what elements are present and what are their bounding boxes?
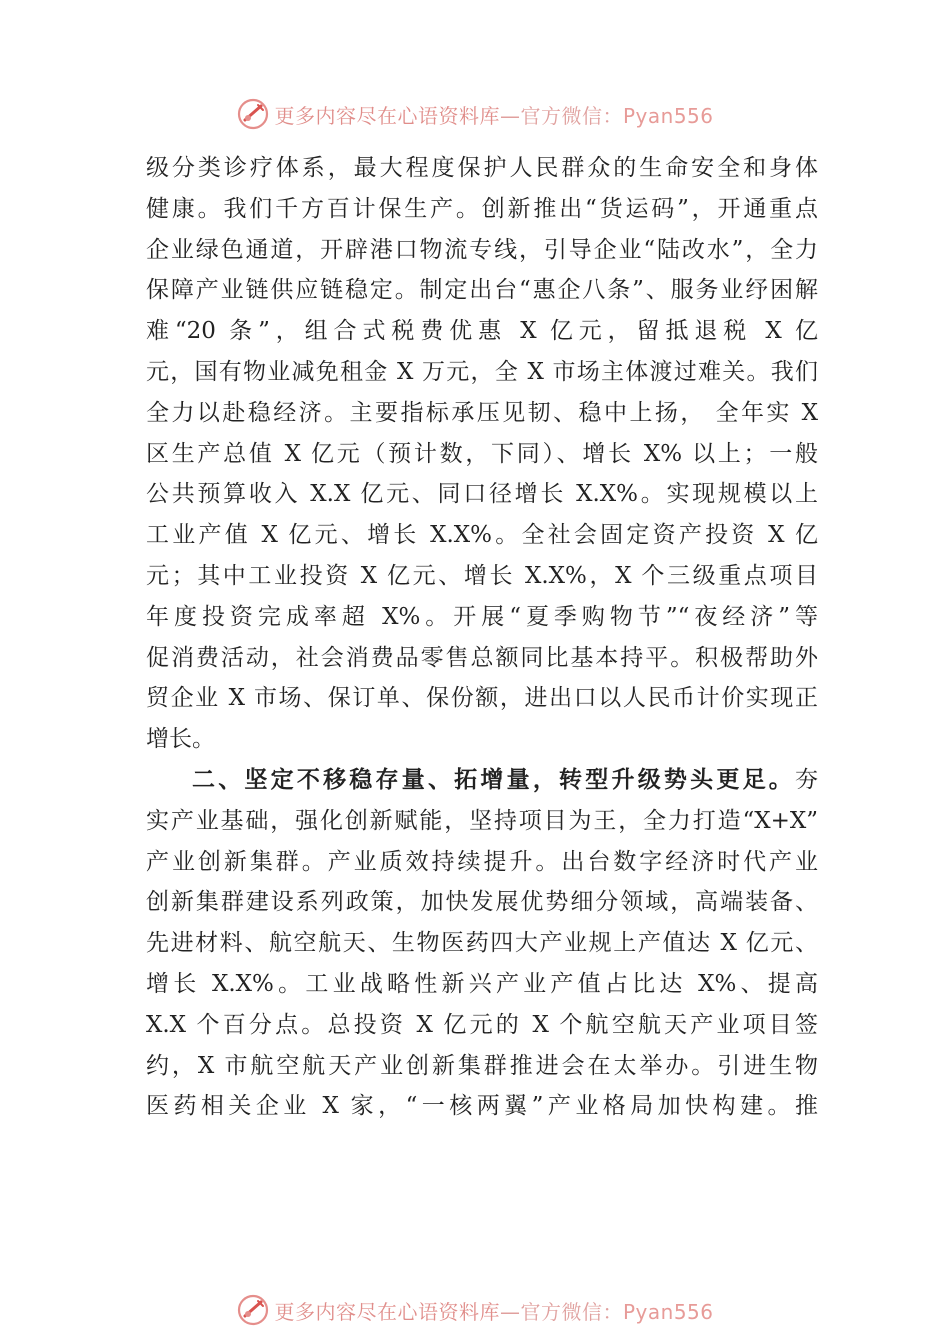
brand-logo-icon <box>236 97 270 131</box>
text-line-12: 年度投资完成率超 X%。开展“夏季购物节”“夜经济”等 <box>146 603 818 630</box>
text-line-15: 增长。 <box>146 726 215 753</box>
section-heading-line <box>146 760 818 801</box>
text-line-5: 难“20 条”，组合式税费优惠 X 亿元，留抵退税 X 亿 <box>146 318 818 345</box>
footer-wechat-handle: Pyan556 <box>622 1299 714 1324</box>
text-line-4: 保障产业链供应链稳定。制定出台“惠企八条”、服务业纾困解 <box>146 277 818 304</box>
text-line-7: 全力以赴稳经济。主要指标承压见韧、稳中上扬， 全年实 X <box>146 399 818 426</box>
text-line-11: 元；其中工业投资 X 亿元、增长 X.X%，X 个三级重点项目 <box>146 562 818 589</box>
footer-watermark <box>0 1290 950 1330</box>
text-line-13: 促消费活动，社会消费品零售总额同比基本持平。积极帮助外 <box>146 644 818 671</box>
header-wechat-handle: Pyan556 <box>622 103 714 128</box>
section-heading-continuation: 夯 <box>795 766 818 793</box>
text-line-22: X.X 个百分点。总投资 X 亿元的 X 个航空航天产业项目签 <box>146 1011 818 1038</box>
text-line-24: 医药相关企业 X 家，“一核两翼”产业格局加快构建。推 <box>146 1093 818 1120</box>
text-line-19: 创新集群建设系列政策，加快发展优势细分领域，高端装备、 <box>146 889 818 916</box>
text-line-14: 贸企业 X 市场、保订单、保份额，进出口以人民币计价实现正 <box>146 685 818 712</box>
text-line-17: 实产业基础，强化创新赋能，坚持项目为王，全力打造“X+X” <box>146 807 818 834</box>
footer-brand-text: 更多内容尽在心语资料库 <box>274 1299 500 1324</box>
header-brand-text: 更多内容尽在心语资料库 <box>274 103 500 128</box>
document-body <box>146 148 818 1127</box>
text-line-20: 先进材料、航空航天、生物医药四大产业规上产值达 X 亿元、 <box>146 930 818 957</box>
header-watermark <box>0 94 950 134</box>
text-line-18: 产业创新集群。产业质效持续提升。出台数字经济时代产业 <box>146 848 818 875</box>
text-line-1: 级分类诊疗体系，最大程度保护人民群众的生命安全和身体 <box>146 155 818 181</box>
footer-wechat-label: 官方微信： <box>520 1299 623 1324</box>
text-line-9: 公共预算收入 X.X 亿元、同口径增长 X.X%。实现规模以上 <box>146 481 818 508</box>
text-line-10: 工业产值 X 亿元、增长 X.X%。全社会固定资产投资 X 亿 <box>146 522 818 549</box>
brand-logo-icon <box>236 1293 270 1327</box>
text-line-2: 健康。我们千方百计保生产。创新推出“货运码”，开通重点 <box>146 195 818 222</box>
text-line-8: 区生产总值 X 亿元（预计数，下同）、增长 X% 以上；一般 <box>146 440 818 467</box>
text-line-3: 企业绿色通道，开辟港口物流专线，引导企业“陆改水”，全力 <box>146 236 818 263</box>
footer-separator: — <box>499 1299 521 1324</box>
text-line-6: 元，国有物业减免租金 X 万元，全 X 市场主体渡过难关。我们 <box>146 358 818 385</box>
section-heading: 二、坚定不移稳存量、拓增量，转型升级势头更足。 <box>192 766 795 793</box>
header-separator: — <box>499 103 521 128</box>
header-wechat-label: 官方微信： <box>520 103 623 128</box>
text-line-21: 增长 X.X%。工业战略性新兴产业产值占比达 X%、提高 <box>146 970 818 997</box>
text-line-23: 约，X 市航空航天产业创新集群推进会在太举办。引进生物 <box>146 1052 818 1079</box>
